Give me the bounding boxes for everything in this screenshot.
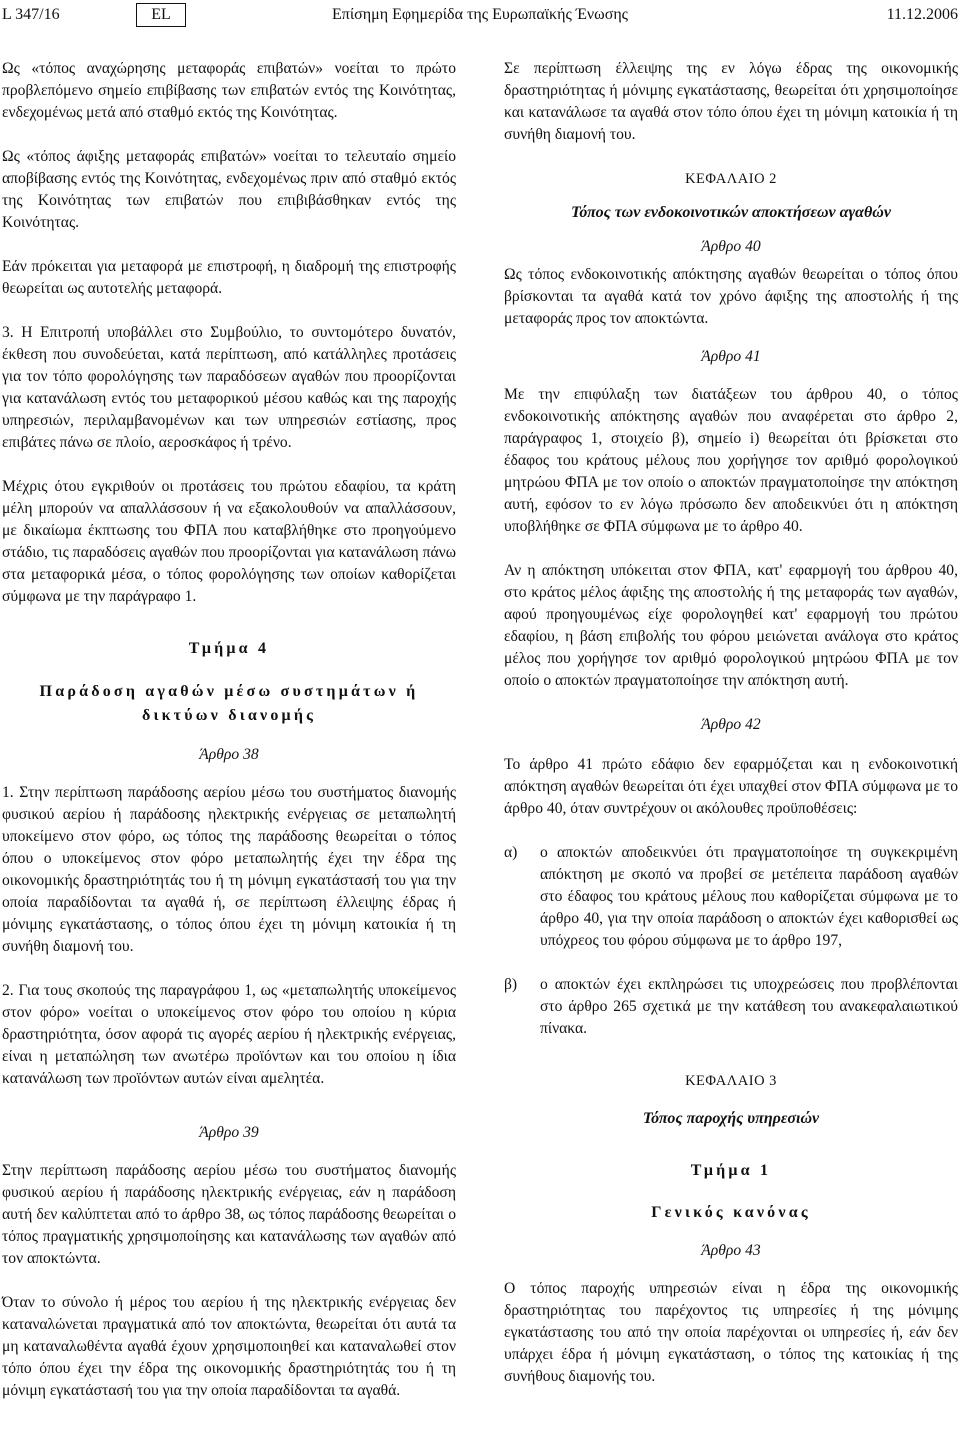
list-item-label: α) <box>504 844 518 861</box>
list-item <box>504 842 958 952</box>
section-heading: Τμήμα 1 <box>690 1162 772 1179</box>
chapter-title: Τόπος παροχής υπηρεσιών <box>642 1110 820 1127</box>
article-heading: Άρθρο 43 <box>701 1242 761 1259</box>
left-column <box>2 58 456 1402</box>
list-item <box>504 974 958 1040</box>
paragraph: Ως «τόπος αναχώρησης μεταφοράς επιβατών» νοείται το πρώτο προβλεπόμενο σημείο επιβίβασης των επιβατών εντός της Κοινότητας, ενδεχομένως μετά από σταθμό εκτός της Κοινότητας. <box>2 60 456 121</box>
paragraph: 1. Στην περίπτωση παράδοσης αερίου μέσω του συστήματος διανομής φυσικού αερίου ή παράδοσης ηλεκτρικής ενέργειας σε μεταπωλητή υποκείμενο στον φόρο, ως τόπος της παράδοσης θεωρείται ο τόπος όπου ο υποκείμενος στον φόρο μεταπωλητής έχει την έδρα της οικονομικής δραστηριότητάς του ή τη μόνιμη εγκατάστασή του για την οποία παραδίδονται τα αγαθά ή, σε περίπτωση έλλειψης έδρας ή μόνιμης εγκατάστασης, ο τόπος όπου έχει τη μόνιμη κατοικία ή τη συνήθη διαμονή του. <box>2 784 456 955</box>
page-header <box>0 0 960 34</box>
paragraph: Εάν πρόκειται για μεταφορά με επιστροφή, η διαδρομή της επιστροφής θεωρείται ως αυτοτελής μεταφορά. <box>2 258 456 297</box>
page-reference: L 347/16 <box>2 6 60 23</box>
chapter-heading: ΚΕΦΑΛΑΙΟ 2 <box>685 171 777 187</box>
chapter-title: Τόπος των ενδοκοινοτικών αποκτήσεων αγαθών <box>571 204 891 221</box>
article-heading: Άρθρο 40 <box>701 238 761 255</box>
paragraph: Στην περίπτωση παράδοσης αερίου μέσω του συστήματος διανομής φυσικού αερίου ή παράδοσης ηλεκτρικής ενέργειας, εάν η παράδοση αυτή δεν καλύπτεται από το άρθρο 38, ως τόπος παράδοσης θεωρείται ο τόπος πραγματικής χρησιμοποίησης και κατανάλωσης των αγαθών από τον αποκτώντα. <box>2 1162 456 1267</box>
article-heading: Άρθρο 42 <box>701 716 761 733</box>
publication-date: 11.12.2006 <box>886 6 958 23</box>
chapter-heading: ΚΕΦΑΛΑΙΟ 3 <box>685 1073 777 1089</box>
paragraph: Με την επιφύλαξη των διατάξεων του άρθρου 40, ο τόπος ενδοκοινοτικής απόκτησης αγαθών που αναφέρεται στο άρθρο 2, παράγραφος 1, στοιχείο β), σημείο i) θεωρείται ότι βρίσκεται στο έδαφος του κράτους μέλους που χορήγησε τον αριθμό φορολογικού μητρώου ΦΠΑ με τον οποίο ο αποκτών πραγματοποίησε την απόκτηση αυτή, εφόσον το εν λόγω πρόσωπο δεν αποδεικνύει ότι η απόκτηση υποβλήθηκε σε ΦΠΑ σύμφωνα με το άρθρο 40. <box>504 386 958 535</box>
article-heading: Άρθρο 38 <box>199 746 259 763</box>
paragraph: Αν η απόκτηση υπόκειται στον ΦΠΑ, κατ' εφαρμογή του άρθρου 40, στο κράτος μέλος άφιξης της αποστολής ή της μεταφοράς των αγαθών, αφού προηγουμένως είχε φορολογηθεί κατ' εφαρμογή του πρώτου εδαφίου, η βάση επιβολής του φόρου μειώνεται ανάλογα στο κράτος μέλος που χορήγησε τον αριθμό φορολογικού μητρώου ΦΠΑ με τον οποίο ο αποκτών πραγματοποίησε την απόκτηση αυτή. <box>504 562 958 689</box>
paragraph: Μέχρις ότου εγκριθούν οι προτάσεις του πρώτου εδαφίου, τα κράτη μέλη μπορούν να απαλλάσσουν ή να εξακολουθούν να απαλλάσσουν, με δικαίωμα έκπτωσης του ΦΠΑ που καταβλήθηκε στο προηγούμενο στάδιο, τις παραδόσεις αγαθών που προορίζονται για κατανάλωση πάνω στα μεταφορικά μέσα, ο τόπος φορολόγησης των οποίων καθορίζεται σύμφωνα με την παράγραφο 1. <box>2 478 456 605</box>
paragraph: Σε περίπτωση έλλειψης της εν λόγω έδρας της οικονομικής δραστηριότητας ή μόνιμης εγκατάστασης, θεωρείται ότι χρησιμοποίησε και κατανάλωσε τα αγαθά στον τόπο όπου έχει τη μόνιμη κατοικία ή τη συνήθη διαμονή του. <box>504 60 958 143</box>
section-heading: Τμήμα 4 <box>188 640 270 657</box>
right-column <box>504 58 958 1388</box>
language-code: EL <box>136 3 186 27</box>
journal-title: Επίσημη Εφημερίδα της Ευρωπαϊκής Ένωσης <box>331 6 629 23</box>
paragraph: 3. Η Επιτροπή υποβάλλει στο Συμβούλιο, το συντομότερο δυνατόν, έκθεση που συνοδεύεται, κατά περίπτωση, από κατάλληλες προτάσεις για τον τόπο φορολόγησης των παραδόσεων αγαθών που προορίζονται για κατανάλωση εντός του μεταφορικού μέσου καθώς και της παροχής υπηρεσιών, περιλαμβανομένων και των υπηρεσιών εστίασης, προς επιβάτες πάνω σε πλοίο, αεροσκάφος ή τρένο. <box>2 324 456 451</box>
list-item-text: ο αποκτών έχει εκπληρώσει τις υποχρεώσεις που προβλέπονται στο άρθρο 265 σχετικά με την κατάθεση του ανακεφαλαιωτικού πίνακα. <box>540 976 958 1037</box>
paragraph: Ο τόπος παροχής υπηρεσιών είναι η έδρα της οικονομικής δραστηριότητας του παρέχοντος τις υπηρεσίες ή της μόνιμης εγκατάστασης του από την οποία παρέχονται οι υπηρεσίες ή, εάν δεν υπάρχει έδρα ή μόνιμη εγκατάσταση, ο τόπος της κατοικίας ή της συνήθους διαμονής του. <box>504 1280 958 1385</box>
paragraph: 2. Για τους σκοπούς της παραγράφου 1, ως «μεταπωλητής υποκείμενος στον φόρο» νοείται ο υποκείμενος στον φόρο του οποίου η κύρια δραστηριότητα, όσον αφορά τις αγορές αερίου ή ηλεκτρικής ενέργειας, είναι η μεταπώληση των ανωτέρω προϊόντων και του οποίου η ίδια κατανάλωση των προϊόντων αυτών είναι αμελητέα. <box>2 982 456 1087</box>
article-heading: Άρθρο 39 <box>199 1124 259 1141</box>
article-heading: Άρθρο 41 <box>701 348 761 365</box>
section-title: Γενικός κανόνας <box>651 1204 811 1221</box>
paragraph: Το άρθρο 41 πρώτο εδάφιο δεν εφαρμόζεται και η ενδοκοινοτική απόκτηση αγαθών θεωρείται ότι έχει υπαχθεί στον ΦΠΑ σύμφωνα με το άρθρο 40, όταν συντρέχουν οι ακόλουθες προϋποθέσεις: <box>504 756 958 817</box>
paragraph: Ως τόπος ενδοκοινοτικής απόκτησης αγαθών θεωρείται ο τόπος όπου βρίσκονται τα αγαθά κατά τον χρόνο άφιξης της αποστολής ή της μεταφοράς προς τον αποκτώντα. <box>504 266 958 327</box>
paragraph: Όταν το σύνολο ή μέρος του αερίου ή της ηλεκτρικής ενέργειας δεν καταναλώνεται πραγματικά από τον αποκτώντα, θεωρείται ότι αυτά τα μη καταναλωθέντα αγαθά έχουν χρησιμοποιηθεί και καταναλωθεί στον τόπο όπου έχει την έδρα της οικονομικής δραστηριότητάς του ή τη μόνιμη εγκατάστασή του για την οποία παραδίδονται τα αγαθά. <box>2 1294 456 1399</box>
paragraph: Ως «τόπος άφιξης μεταφοράς επιβατών» νοείται το τελευταίο σημείο αποβίβασης εντός της Κοινότητας, ενδεχομένως πριν από σταθμό εκτός της Κοινότητας των επιβατών που επιβιβάσθηκαν εντός της Κοινότητας. <box>2 148 456 231</box>
list-item-label: β) <box>504 976 518 993</box>
list-item-text: ο αποκτών αποδεικνύει ότι πραγματοποίησε τη συγκεκριμένη απόκτηση με σκοπό να προβεί σε μετέπειτα παράδοση αγαθών στο έδαφος του κράτους μέλους που καθορίζεται σύμφωνα με το άρθρο 40, για την οποία παράδοση ο αποκτών έχει καθορισθεί ως υπόχρεος του φόρου σύμφωνα με το άρθρο 197, <box>540 844 958 949</box>
section-title: Παράδοση αγαθών μέσω συστημάτων ή δικτύων διανομής <box>39 683 419 724</box>
